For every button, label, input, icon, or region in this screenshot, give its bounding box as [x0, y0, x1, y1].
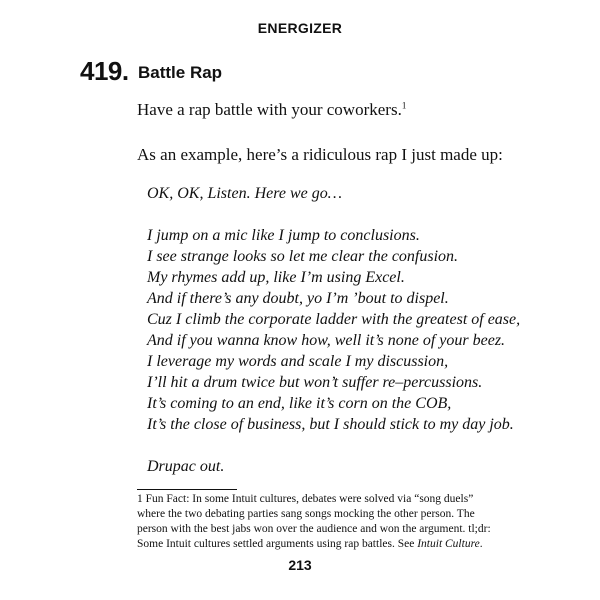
rap-line: I jump on a mic like I jump to conclusions. [147, 227, 420, 244]
rap-stanza-gap [147, 204, 520, 225]
rap-lyrics [147, 183, 520, 477]
footnote-cross-reference: Intuit Culture [417, 538, 480, 550]
footnote-line: person with the best jabs won over the audience and won the argument. tl;dr: [137, 523, 491, 535]
entry-number: 419. [80, 56, 129, 86]
rap-line: And if there’s any doubt, yo I’m ’bout to dispel. [147, 290, 449, 307]
footnote-line-end: . [479, 538, 483, 550]
running-head: ENERGIZER [257, 20, 343, 36]
rap-line: Cuz I climb the corporate ladder with the greatest of ease, [147, 311, 521, 328]
rap-line: It’s the close of business, but I should stick to my day job. [147, 416, 514, 433]
rap-signoff-line: Drupac out. [147, 458, 225, 475]
footnote-line: where the two debating parties sang songs mocking the other person. The [137, 508, 475, 520]
intro-paragraph [137, 100, 406, 120]
footnote-line-text: Some Intuit cultures settled arguments using rap battles. See [137, 538, 418, 550]
page-number: 213 [288, 557, 312, 573]
footnote [137, 492, 537, 552]
rap-line: My rhymes add up, like I’m using Excel. [147, 269, 405, 286]
rap-opening-line: OK, OK, Listen. Here we go… [147, 185, 342, 202]
rap-line: I see strange looks so let me clear the confusion. [147, 248, 459, 265]
footnote-divider [137, 489, 237, 490]
intro-text: Have a rap battle with your coworkers. [137, 100, 402, 119]
footnote-line [137, 537, 537, 552]
rap-line: I leverage my words and scale I my discussion, [147, 353, 449, 370]
rap-line: It’s coming to an end, like it’s corn on the COB, [147, 395, 452, 412]
footnote-reference: 1 [401, 100, 407, 111]
rap-line: And if you wanna know how, well it’s none of your beez. [147, 332, 506, 349]
example-lead-paragraph: As an example, here’s a ridiculous rap I just made up: [137, 145, 503, 164]
entry-title: Battle Rap [138, 63, 223, 82]
rap-stanza-gap [147, 435, 520, 456]
footnote-line: 1 Fun Fact: In some Intuit cultures, debates were solved via “song duels” [137, 493, 474, 505]
rap-line: I’ll hit a drum twice but won’t suffer re–percussions. [147, 374, 483, 391]
